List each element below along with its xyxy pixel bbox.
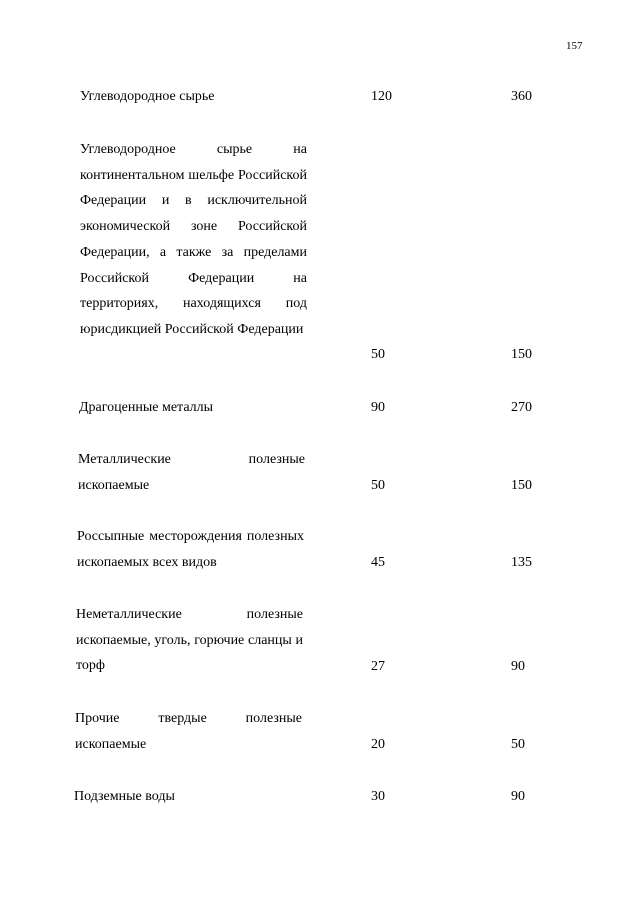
value-1: 30 — [371, 789, 385, 804]
resource-label: Металлические полезные ископаемые — [78, 452, 305, 493]
page-number: 157 — [566, 40, 583, 52]
value-2: 270 — [511, 400, 532, 415]
value-2: 135 — [511, 555, 532, 570]
value-1: 50 — [371, 478, 385, 493]
value-1: 90 — [371, 400, 385, 415]
resource-label: Прочие твердые полезные ископаемые — [75, 711, 302, 752]
value-2: 150 — [511, 347, 532, 362]
resource-label: Драгоценные металлы — [79, 400, 214, 415]
value-2: 90 — [511, 659, 525, 674]
value-1: 120 — [371, 89, 392, 104]
value-2: 50 — [511, 737, 525, 752]
value-2: 90 — [511, 789, 525, 804]
resource-label: Углеводородное сырье — [80, 89, 215, 104]
value-1: 45 — [371, 555, 385, 570]
value-1: 20 — [371, 737, 385, 752]
resource-label: Россыпные месторождения полезных ископаемых всех видов — [77, 529, 304, 570]
resource-label: Углеводородное сырье на континентальном шельфе Российской Федерации и в исключительной экономической зоне Российской Федерации, а также за пределами Российской Федерации на территориях, находящихся под юрисдикцией Российской Федерации — [80, 142, 307, 337]
value-2: 150 — [511, 478, 532, 493]
value-1: 27 — [371, 659, 385, 674]
value-2: 360 — [511, 89, 532, 104]
resource-label: Неметаллические полезные ископаемые, уголь, горючие сланцы и торф — [76, 607, 303, 674]
resource-label: Подземные воды — [74, 789, 175, 804]
value-1: 50 — [371, 347, 385, 362]
